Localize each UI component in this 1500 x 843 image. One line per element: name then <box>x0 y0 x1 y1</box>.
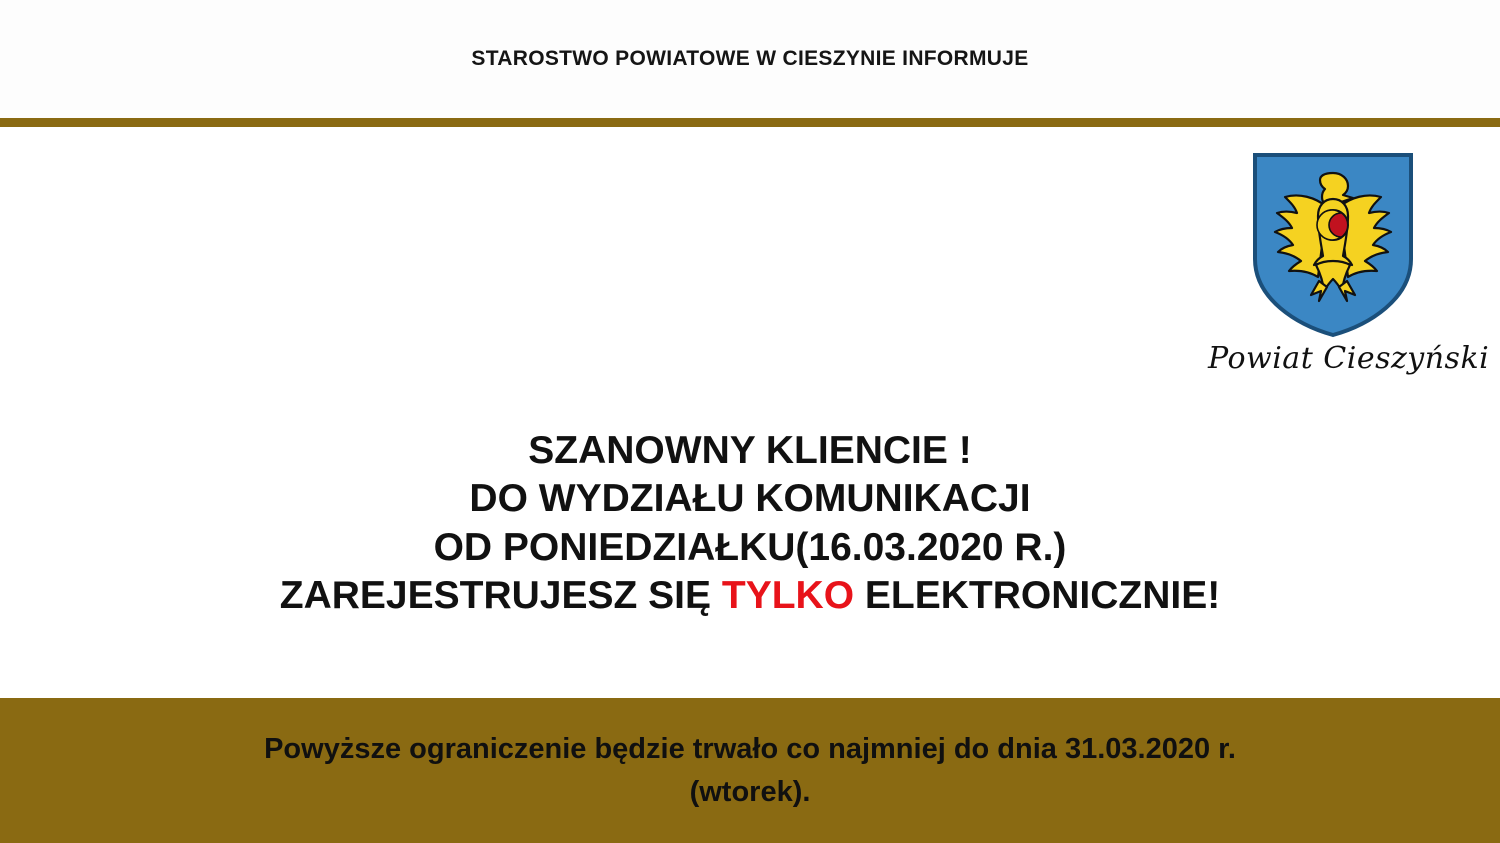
crest-block <box>1208 149 1490 376</box>
message-line-3: OD PONIEDZIAŁKU(16.03.2020 R.) <box>433 525 1067 569</box>
footer-line-2: (wtorek). <box>689 775 811 808</box>
page-title: STAROSTWO POWIATOWE W CIESZYNIE INFORMUJE <box>471 47 1029 70</box>
message-line-1: SZANOWNY KLIENCIE ! <box>528 429 972 472</box>
poster-header <box>0 0 1500 118</box>
crest-caption: Powiat Cieszyński <box>1208 341 1490 376</box>
message-line-4 <box>0 572 1500 620</box>
main-message <box>0 427 1500 620</box>
message-line-4-after: ELEKTRONICZNIE! <box>854 574 1221 618</box>
header-divider <box>0 118 1500 127</box>
message-line-2: DO WYDZIAŁU KOMUNIKACJI <box>469 477 1031 521</box>
footer-band <box>0 698 1500 843</box>
message-line-4-before: ZAREJESTRUJESZ SIĘ <box>279 574 722 618</box>
coat-of-arms-cieszyn-county-icon <box>1249 149 1417 339</box>
footer-line-1: Powyższe ograniczenie będzie trwało co najmniej do dnia 31.03.2020 r. <box>264 733 1236 766</box>
message-highlight-tylko: TYLKO <box>721 574 855 618</box>
poster-body <box>0 127 1500 698</box>
